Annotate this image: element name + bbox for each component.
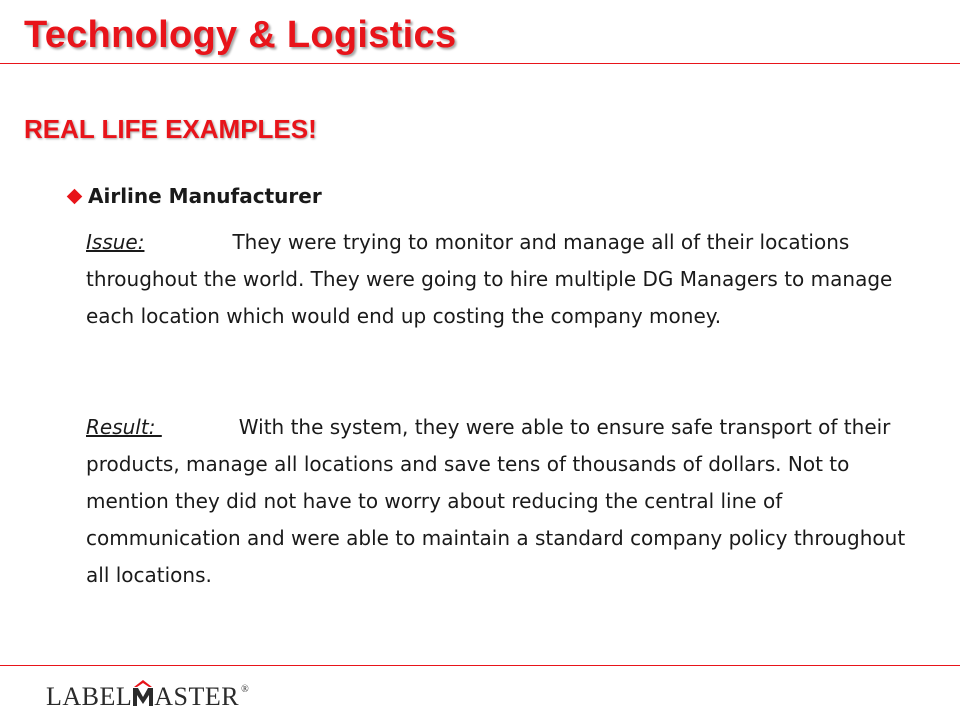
labelmaster-logo [46,678,249,710]
diamond-bullet-icon [67,188,83,204]
title-divider [0,63,960,64]
issue-paragraph [86,224,906,335]
result-paragraph [86,409,906,594]
logo-registered-mark: ® [241,684,249,695]
footer-divider [0,665,960,666]
result-text: With the system, they were able to ensure safe transport of their products, manage all locations and save tens of thousands of dollars. Not to mention they did not have to worry about reducing the central line of communication and were able to maintain a standard company policy throughout all locations. [86,415,906,587]
issue-text: They were trying to monitor and manage all of their locations throughout the world. They were going to hire multiple DG Managers to manage each location which would end up costing the company money. [86,230,893,328]
section-subtitle: REAL LIFE EXAMPLES! [24,114,317,144]
logo-text-right: ASTER [154,682,240,711]
issue-label: Issue: [86,230,145,254]
result-label: Result: [86,415,162,439]
bullet-item [66,184,322,208]
slide-title: Technology & Logistics [24,14,457,56]
bullet-heading: Airline Manufacturer [88,184,322,208]
logo-text-left: LABEL [46,682,133,711]
logo-m-mark-icon [132,684,154,710]
